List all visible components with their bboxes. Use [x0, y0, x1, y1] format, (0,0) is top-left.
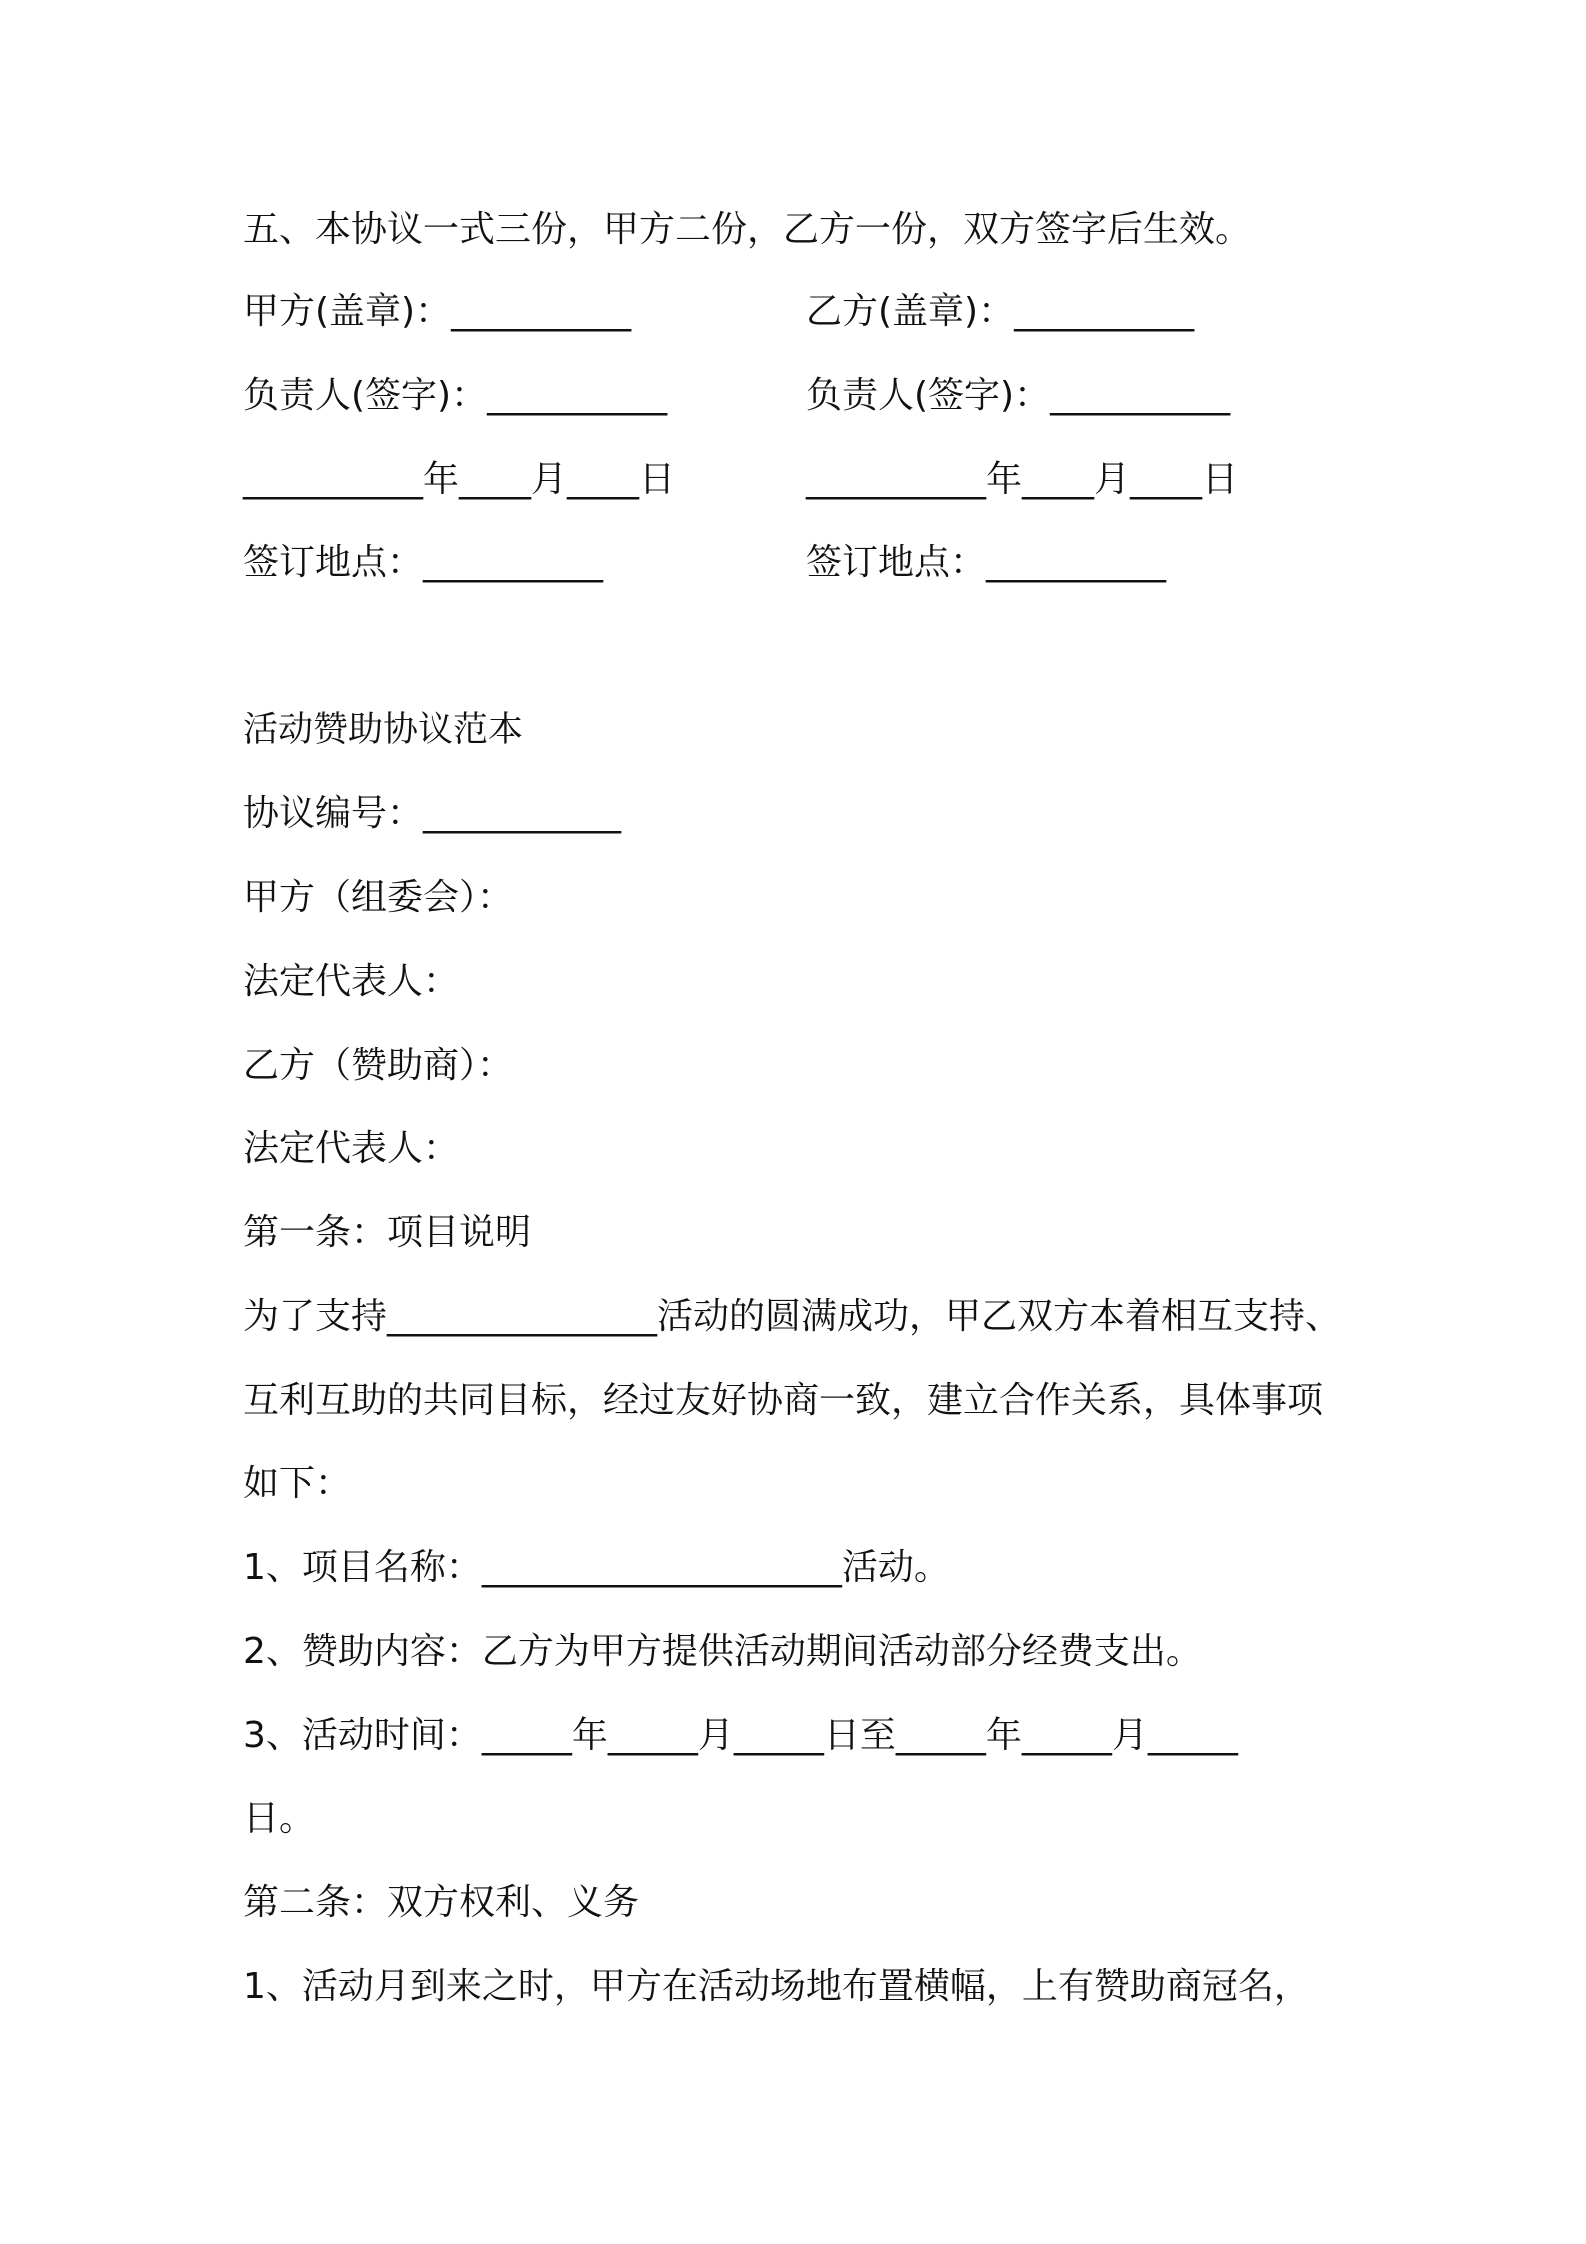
- clause-five: 五、本协议一式三份，甲方二份，乙方一份，双方签字后生效。: [243, 209, 1252, 250]
- article-two-item-1: 1、活动月到来之时，甲方在活动场地布置横幅，上有赞助商冠名，: [243, 1966, 1310, 2007]
- article-two-heading: 第二条：双方权利、义务: [243, 1882, 640, 1923]
- intro-line-2: 互利互助的共同目标，经过友好协商一致，建立合作关系，具体事项: [243, 1380, 1324, 1421]
- party-b-seal: 乙方(盖章)：__________: [806, 291, 1195, 332]
- intro-line-3: 如下：: [243, 1463, 352, 1504]
- article-one-heading: 第一条：项目说明: [243, 1212, 532, 1253]
- party-b-legal-rep: 法定代表人：: [243, 1128, 460, 1169]
- party-a-responsible-sign: 负责人(签字)：__________: [243, 375, 668, 416]
- document-title: 活动赞助协议范本: [243, 710, 524, 750]
- item-project-name: 1、项目名称：____________________活动。: [243, 1547, 950, 1588]
- party-b-place: 签订地点：__________: [806, 542, 1167, 583]
- party-b-label: 乙方（赞助商）：: [243, 1045, 514, 1086]
- party-a-seal: 甲方(盖章)：__________: [243, 291, 632, 332]
- party-a-label: 甲方（组委会）：: [243, 877, 514, 918]
- party-a-date: __________年____月____日: [243, 459, 675, 500]
- item-activity-time-line-2: 日。: [243, 1798, 316, 1839]
- party-b-date: __________年____月____日: [806, 459, 1238, 500]
- party-b-responsible-sign: 负责人(签字)：__________: [806, 375, 1231, 416]
- item-activity-time-line-1: 3、活动时间：_____年_____月_____日至_____年_____月_____: [243, 1715, 1238, 1756]
- party-a-place: 签订地点：__________: [243, 542, 604, 583]
- item-sponsorship-content: 2、赞助内容：乙方为甲方提供活动期间活动部分经费支出。: [243, 1631, 1202, 1672]
- intro-line-1: 为了支持_______________活动的圆满成功，甲乙双方本着相互支持、: [243, 1296, 1342, 1337]
- party-a-legal-rep: 法定代表人：: [243, 961, 460, 1002]
- agreement-number: 协议编号：___________: [243, 793, 622, 834]
